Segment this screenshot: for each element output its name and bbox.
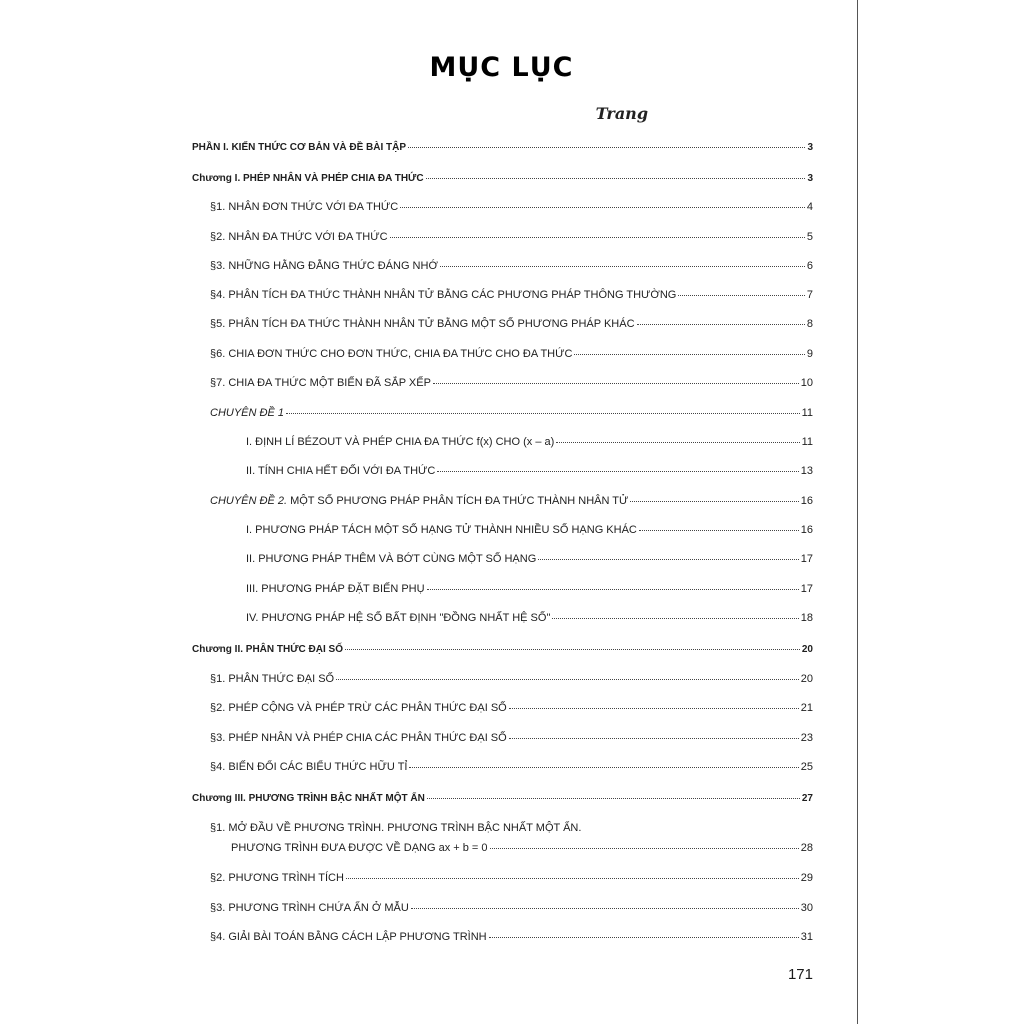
dot-leader	[552, 618, 798, 619]
toc-entry-page: 25	[800, 761, 813, 773]
dot-leader	[286, 413, 800, 414]
dot-leader	[433, 383, 799, 384]
toc-section-entry[interactable]	[210, 822, 813, 855]
page-edge-divider	[857, 0, 858, 1024]
toc-entry-page: 3	[807, 173, 813, 184]
toc-entry-continuation	[210, 842, 813, 855]
toc-entry-label: Chương II. PHÂN THỨC ĐẠI SỐ	[192, 644, 343, 655]
toc-entry-page: 11	[801, 407, 813, 419]
toc-entry-label: I. PHƯƠNG PHÁP TÁCH MỘT SỐ HẠNG TỬ THÀNH NHIỀU SỐ HẠNG KHÁC	[246, 524, 637, 536]
dot-leader	[639, 530, 799, 531]
toc-topic-entry[interactable]	[210, 407, 813, 420]
toc-entry-page: 27	[801, 793, 813, 804]
toc-entry-label: §3. PHƯƠNG TRÌNH CHỨA ẨN Ở MẪU	[210, 902, 409, 914]
toc-entry-page: 11	[801, 436, 813, 448]
toc-topic-prefix: CHUYÊN ĐỀ 2.	[210, 495, 288, 507]
toc-entry-label: IV. PHƯƠNG PHÁP HỆ SỐ BẤT ĐỊNH "ĐỒNG NHẤT HỆ SỐ"	[246, 612, 551, 624]
toc-entry-page: 5	[806, 231, 813, 243]
toc-entry-page: 20	[800, 673, 813, 685]
dot-leader	[574, 354, 804, 355]
toc-entry-label: §4. PHÂN TÍCH ĐA THỨC THÀNH NHÂN TỬ BẰNG CÁC PHƯƠNG PHÁP THÔNG THƯỜNG	[210, 289, 677, 301]
toc-subtopic-entry[interactable]	[246, 465, 813, 478]
toc-entry-label: §4. GIẢI BÀI TOÁN BẰNG CÁCH LẬP PHƯƠNG TRÌNH	[210, 931, 487, 943]
toc-entry-label: §2. PHÉP CỘNG VÀ PHÉP TRỪ CÁC PHÂN THỨC ĐẠI SỐ	[210, 702, 507, 714]
toc-entry-label: §2. NHÂN ĐA THỨC VỚI ĐA THỨC	[210, 231, 388, 243]
toc-entry-label: §1. MỞ ĐẦU VỀ PHƯƠNG TRÌNH. PHƯƠNG TRÌNH BẬC NHẤT MỘT ẨN.	[210, 822, 582, 834]
toc-entry-page: 23	[800, 732, 813, 744]
toc-entry-label: CHUYÊN ĐỀ 1	[210, 407, 284, 419]
dot-leader	[440, 266, 805, 267]
toc-entry-page: 31	[800, 931, 813, 943]
toc-entry-page: 28	[800, 842, 813, 854]
toc-topic-entry[interactable]	[210, 495, 813, 508]
toc-entry-page: 9	[806, 348, 813, 360]
toc-entry-label: §3. PHÉP NHÂN VÀ PHÉP CHIA CÁC PHÂN THỨC ĐẠI SỐ	[210, 732, 507, 744]
toc-entry-page: 8	[806, 318, 813, 330]
toc-part-entry[interactable]	[192, 141, 813, 154]
dot-leader	[437, 471, 798, 472]
toc-entry-page: 20	[801, 644, 813, 655]
dot-leader	[411, 908, 799, 909]
toc-chapter-entry[interactable]	[192, 792, 813, 805]
toc-entry-page: 30	[800, 902, 813, 914]
toc-entry-label	[210, 495, 628, 508]
toc-chapter-entry[interactable]	[192, 172, 813, 185]
toc-entry-page: 4	[806, 201, 813, 213]
toc-entry-label-line2: PHƯƠNG TRÌNH ĐƯA ĐƯỢC VỀ DẠNG ax + b = 0	[231, 842, 488, 854]
dot-leader	[490, 848, 799, 849]
toc-section-entry[interactable]	[210, 289, 813, 302]
toc-entry-page: 16	[800, 495, 813, 507]
toc-entry-label: PHẦN I. KIẾN THỨC CƠ BẢN VÀ ĐỀ BÀI TẬP	[192, 142, 407, 153]
toc-section-entry[interactable]	[210, 732, 813, 745]
dot-leader	[678, 295, 805, 296]
dot-leader	[346, 878, 799, 879]
page-column-header: Trang	[595, 104, 648, 123]
toc-entry-page: 6	[806, 260, 813, 272]
toc-entry-label: §7. CHIA ĐA THỨC MỘT BIẾN ĐÃ SẮP XẾP	[210, 377, 431, 389]
toc-entry-page: 10	[800, 377, 813, 389]
dot-leader	[408, 147, 805, 148]
toc-section-entry[interactable]	[210, 318, 813, 331]
toc-section-entry[interactable]	[210, 260, 813, 273]
dot-leader	[427, 589, 799, 590]
toc-entry-label: §6. CHIA ĐƠN THỨC CHO ĐƠN THỨC, CHIA ĐA THỨC CHO ĐA THỨC	[210, 348, 573, 360]
toc-entry-label: I. ĐỊNH LÍ BÉZOUT VÀ PHÉP CHIA ĐA THỨC f(x) CHO (x – a)	[246, 436, 555, 448]
toc-entry-label: §1. PHÂN THỨC ĐẠI SỐ	[210, 673, 335, 685]
toc-entry-label: §1. NHÂN ĐƠN THỨC VỚI ĐA THỨC	[210, 201, 399, 213]
dot-leader	[489, 937, 799, 938]
dot-leader	[538, 559, 798, 560]
dot-leader	[336, 679, 799, 680]
toc-subtopic-entry[interactable]	[246, 524, 813, 537]
toc-entry-label: II. PHƯƠNG PHÁP THÊM VÀ BỚT CÙNG MỘT SỐ HẠNG	[246, 553, 537, 565]
toc-entry-label: §4. BIẾN ĐỔI CÁC BIỂU THỨC HỮU TỈ	[210, 761, 408, 773]
dot-leader	[427, 798, 800, 799]
toc-section-entry[interactable]	[210, 761, 813, 774]
toc-entry-label: II. TÍNH CHIA HẾT ĐỐI VỚI ĐA THỨC	[246, 465, 436, 477]
page-number: 171	[787, 966, 813, 983]
toc-entry-page: 16	[800, 524, 813, 536]
toc-entry-label: Chương III. PHƯƠNG TRÌNH BẬC NHẤT MỘT ẨN	[192, 793, 425, 804]
toc-section-entry[interactable]	[210, 348, 813, 361]
toc-entry-label: III. PHƯƠNG PHÁP ĐẶT BIẾN PHỤ	[246, 583, 425, 595]
toc-chapter-entry[interactable]	[192, 643, 813, 656]
toc-entry-page: 17	[800, 553, 813, 565]
toc-section-entry[interactable]	[210, 201, 813, 214]
toc-subtopic-entry[interactable]	[246, 612, 813, 625]
dot-leader	[630, 501, 798, 502]
toc-section-entry[interactable]	[210, 231, 813, 244]
toc-entry-page: 21	[800, 702, 813, 714]
dot-leader	[509, 708, 799, 709]
toc-entry-label: §5. PHÂN TÍCH ĐA THỨC THÀNH NHÂN TỬ BẰNG MỘT SỐ PHƯƠNG PHÁP KHÁC	[210, 318, 635, 330]
dot-leader	[409, 767, 798, 768]
toc-entry-page: 7	[806, 289, 813, 301]
toc-entry-label: §3. NHỮNG HẰNG ĐẲNG THỨC ĐÁNG NHỚ	[210, 260, 438, 272]
toc-section-entry[interactable]	[210, 673, 813, 686]
toc-entry-page: 18	[800, 612, 813, 624]
toc-subtopic-entry[interactable]	[246, 553, 813, 566]
toc-entry-page: 3	[807, 142, 813, 153]
toc-entry-page: 13	[800, 465, 813, 477]
toc-entry-page: 29	[800, 872, 813, 884]
toc-section-entry[interactable]	[210, 377, 813, 390]
dot-leader	[390, 237, 805, 238]
dot-leader	[637, 324, 805, 325]
dot-leader	[345, 649, 800, 650]
dot-leader	[556, 442, 799, 443]
page-title: MỤC LỤC	[429, 52, 574, 83]
toc-entry-page: 17	[800, 583, 813, 595]
dot-leader	[509, 738, 799, 739]
toc-topic-title: MỘT SỐ PHƯƠNG PHÁP PHÂN TÍCH ĐA THỨC THÀNH NHÂN TỬ	[287, 495, 629, 507]
dot-leader	[400, 207, 805, 208]
toc-entry-label: §2. PHƯƠNG TRÌNH TÍCH	[210, 872, 344, 884]
toc-section-entry[interactable]	[210, 902, 813, 915]
toc-subtopic-entry[interactable]	[246, 436, 813, 449]
toc-section-entry[interactable]	[210, 872, 813, 885]
toc-subtopic-entry[interactable]	[246, 583, 813, 596]
toc-section-entry[interactable]	[210, 702, 813, 715]
dot-leader	[426, 178, 806, 179]
toc-entry-label: Chương I. PHÉP NHÂN VÀ PHÉP CHIA ĐA THỨC	[192, 173, 424, 184]
toc-section-entry[interactable]	[210, 931, 813, 944]
